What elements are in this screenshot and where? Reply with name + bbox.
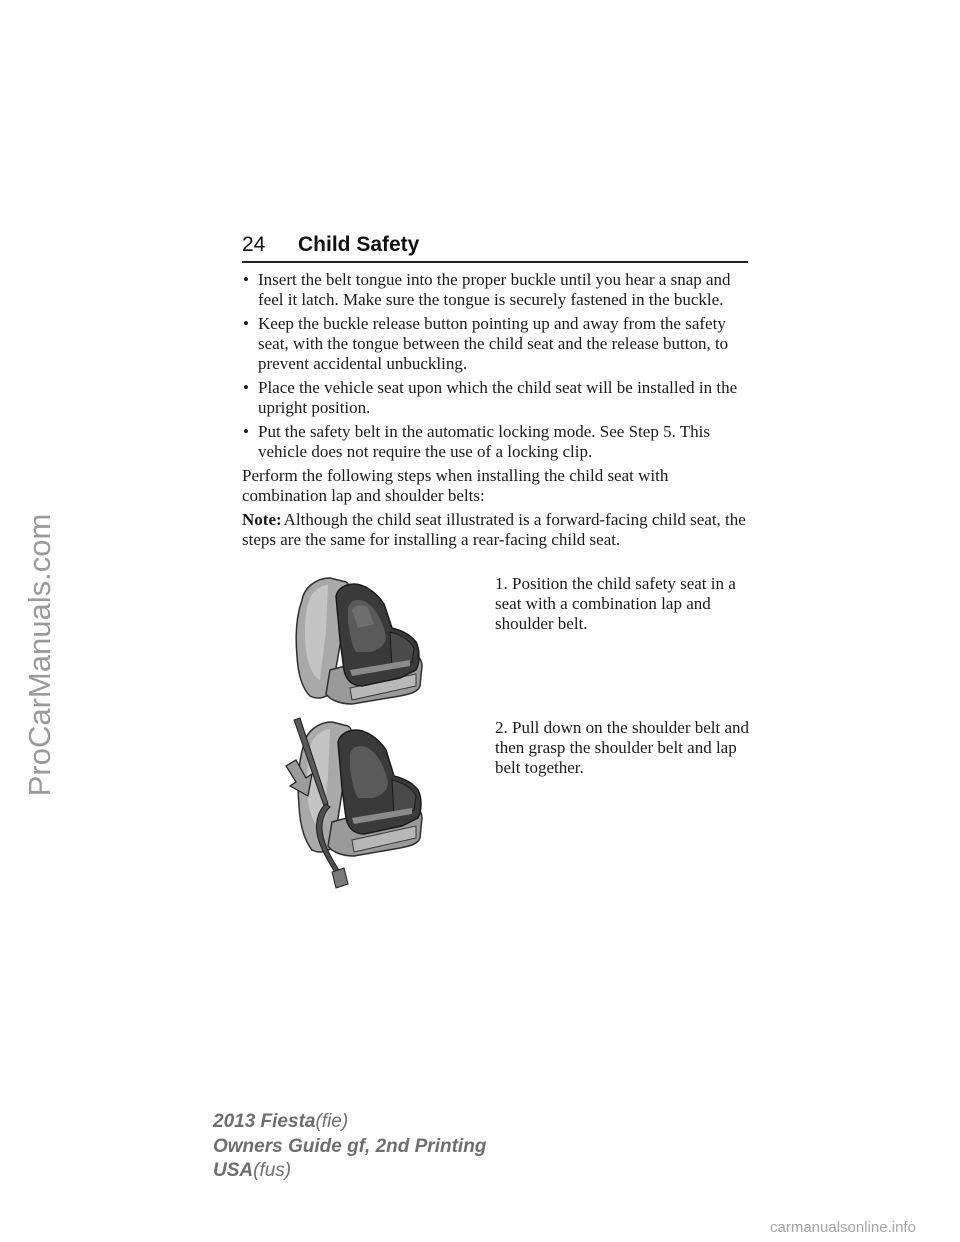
bullet-text: Put the safety belt in the automatic locking mode. See Step 5. This vehicle does not require the use of a locking clip. [258,422,710,461]
bullet-item [242,422,748,462]
bullet-text: Keep the buckle release button pointing up and away from the safety seat, with the tongue between the child seat and the release button, to prevent accidental unbuckling. [258,314,729,373]
footer-region: USA [213,1160,254,1181]
footer-line-guide [213,1135,486,1160]
bullet-item [242,378,748,418]
footer-region-code: (fus) [253,1160,292,1181]
note-text: Although the child seat illustrated is a forward-facing child seat, the steps are the same for installing a rear-facing child seat. [242,510,746,549]
footer-line-model [213,1110,486,1135]
step-2-text: 2. Pull down on the shoulder belt and then grasp the shoulder belt and lap belt together. [495,718,750,777]
body-text [242,270,748,554]
belt-buckle-tongue [332,868,348,888]
side-watermark: ProCarManuals.com [22,513,57,797]
bullet-text: Place the vehicle seat upon which the child seat will be installed in the upright position. [258,378,738,417]
footer-line-region [213,1159,486,1184]
bullet-icon: • [243,378,249,397]
section-title: Child Safety [298,233,420,256]
child-seat-illustration-2 [278,714,430,889]
note-paragraph [242,510,748,550]
child-seat-illustration-1 [290,570,430,705]
footer-model-code: (fie) [315,1111,349,1132]
page-number: 24 [242,233,266,256]
footer-model: 2013 Fiesta [213,1111,316,1132]
bullet-icon: • [243,422,249,441]
intro-paragraph: Perform the following steps when installing the child seat with combination lap and shoulder belts: [242,466,669,505]
header-rule [242,261,748,263]
note-label: Note: [242,510,282,529]
bullet-text: Insert the belt tongue into the proper buckle until you hear a snap and feel it latch. Make sure the tongue is securely fastened in the buckle. [258,270,731,309]
bottom-watermark: carmanualsonline.info [770,1219,916,1236]
footer-guide: Owners Guide gf, 2nd Printing [213,1135,487,1157]
bullet-icon: • [243,270,249,289]
bullet-item [242,314,748,374]
bullet-item [242,270,748,310]
footer [213,1110,486,1184]
bullet-icon: • [243,314,249,333]
step-1-text: 1. Position the child safety seat in a seat with a combination lap and shoulder belt. [495,574,736,633]
